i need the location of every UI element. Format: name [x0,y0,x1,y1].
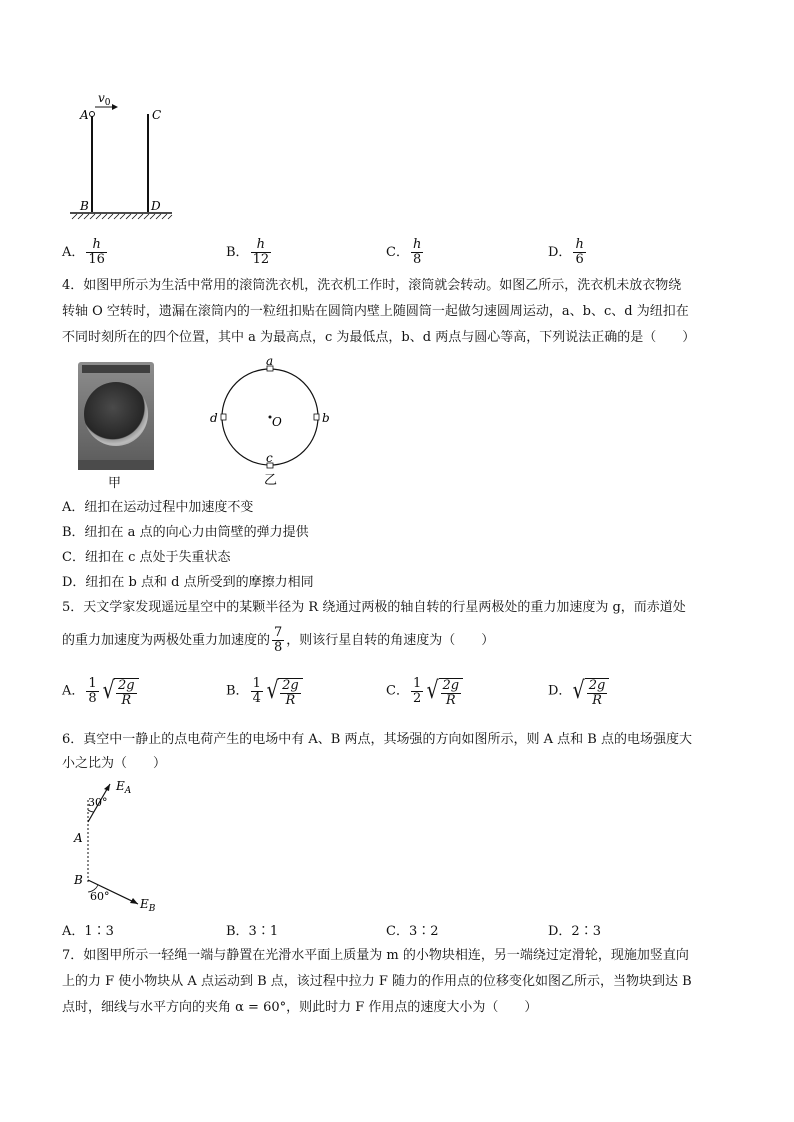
washing-machine-image [78,362,154,470]
q6-option-c[interactable]: C．3∶2 [386,924,439,939]
q6-stem-line-1: 6．真空中一静止的点电荷产生的电场中有 A、B 两点，其场强的方向如图所示，则 A 点和 B 点的电场强度大 [62,732,692,747]
label-c: c [266,451,273,465]
label-ea: $E_A$ [116,779,132,796]
label-a: a [266,356,274,368]
angle-60: 60° [90,890,110,903]
q3-option-c[interactable]: C． $\frac{h}{8}$ [386,237,422,267]
q5-option-b[interactable]: B． $\frac{1}{4}$ √ $\frac{2g}{R}$ [226,674,303,708]
q4-option-b[interactable]: B．纽扣在 a 点的向心力由筒壁的弹力提供 [62,525,309,540]
q6-stem-line-2: 小之比为（ ） [62,756,167,771]
q5-fraction: $\frac{7}{8}$ [274,625,283,655]
label-a: A [74,831,83,845]
q6-option-a[interactable]: A．1∶3 [62,924,114,939]
button-d [221,414,226,420]
q7-stem-line-1: 7．如图甲所示一轻绳一端与静置在光滑水平面上质量为 m 的小物块相连，另一端绕过定滑轮，现施加竖直向 [62,948,689,963]
q6-option-d[interactable]: D．2∶3 [548,924,601,939]
q4-stem-line-1: 4．如图甲所示为生活中常用的滚筒洗衣机，洗衣机工作时，滚筒就会转动。如图乙所示，洗衣机未放衣物绕 [62,278,682,293]
q5-option-d[interactable]: D． √ $\frac{2g}{R}$ [548,674,609,708]
q7-stem-line-3: 点时，细线与水平方向的夹角 α = 60°，则此时力 F 作用点的速度大小为（ ） [62,1000,538,1015]
q3-ground-hatch [72,214,172,219]
q3-label-a: A [80,108,89,122]
q3-ball [90,112,95,117]
q3-label-d: D [151,199,161,213]
q6-field-figure [66,776,176,912]
q4-caption-yi: 乙 [264,473,278,486]
label-d: d [210,411,218,425]
angle-arc-a [88,810,94,812]
label-b: B [74,873,83,887]
q4-caption-jia: 甲 [108,476,122,491]
q3-label-v: $v_0$ [98,91,111,108]
q5-stem-line-1: 5．天文学家发现遥远星空中的某颗半径为 R 绕通过两极的轴自转的行星两极处的重力加速度为 g，而赤道处 [62,600,686,615]
label-eb: $E_B$ [140,897,156,912]
q3-option-a[interactable]: A． $\frac{h}{16}$ [62,237,105,267]
q4-stem-line-2: 转轴 O 空转时，遗漏在滚筒内的一粒纽扣贴在圆筒内壁上随圆筒一起做匀速圆周运动，a、b、c、d 为纽扣在 [62,304,689,319]
label-o: O [272,415,282,429]
q4-circle-figure [204,356,338,486]
q4-stem-line-3: 不同时刻所在的四个位置，其中 a 为最高点，c 为最低点，b、d 两点与圆心等高，下列说法正确的是（ ） [62,330,696,345]
q6-option-b[interactable]: B．3∶1 [226,924,279,939]
q7-stem-line-2: 上的力 F 使小物块从 A 点运动到 B 点，该过程中拉力 F 随力的作用点的位移变化如图乙所示，当物块到达 B [62,974,692,989]
q3-figure [62,88,182,224]
q4-option-a[interactable]: A．纽扣在运动过程中加速度不变 [62,500,254,515]
q3-label-c: C [152,108,162,122]
button-b [314,414,319,420]
q5-stem-line-2: 的重力加速度为两极处重力加速度的 $\frac{7}{8}$ ，则该行星自转的角速度为（ ） [62,625,495,655]
angle-30: 30° [88,796,108,809]
q3-option-d[interactable]: D． $\frac{h}{6}$ [548,237,584,267]
q5-option-c[interactable]: C． $\frac{1}{2}$ √ $\frac{2g}{R}$ [386,674,463,708]
label-b: b [322,411,330,425]
q3-label-b: B [80,199,89,213]
q3-option-b[interactable]: B． $\frac{h}{12}$ [226,237,270,267]
q4-option-c[interactable]: C．纽扣在 c 点处于失重状态 [62,550,231,565]
q5-option-a[interactable]: A． $\frac{1}{8}$ √ $\frac{2g}{R}$ [62,674,139,708]
q4-option-d[interactable]: D．纽扣在 b 点和 d 点所受到的摩擦力相同 [62,575,314,590]
